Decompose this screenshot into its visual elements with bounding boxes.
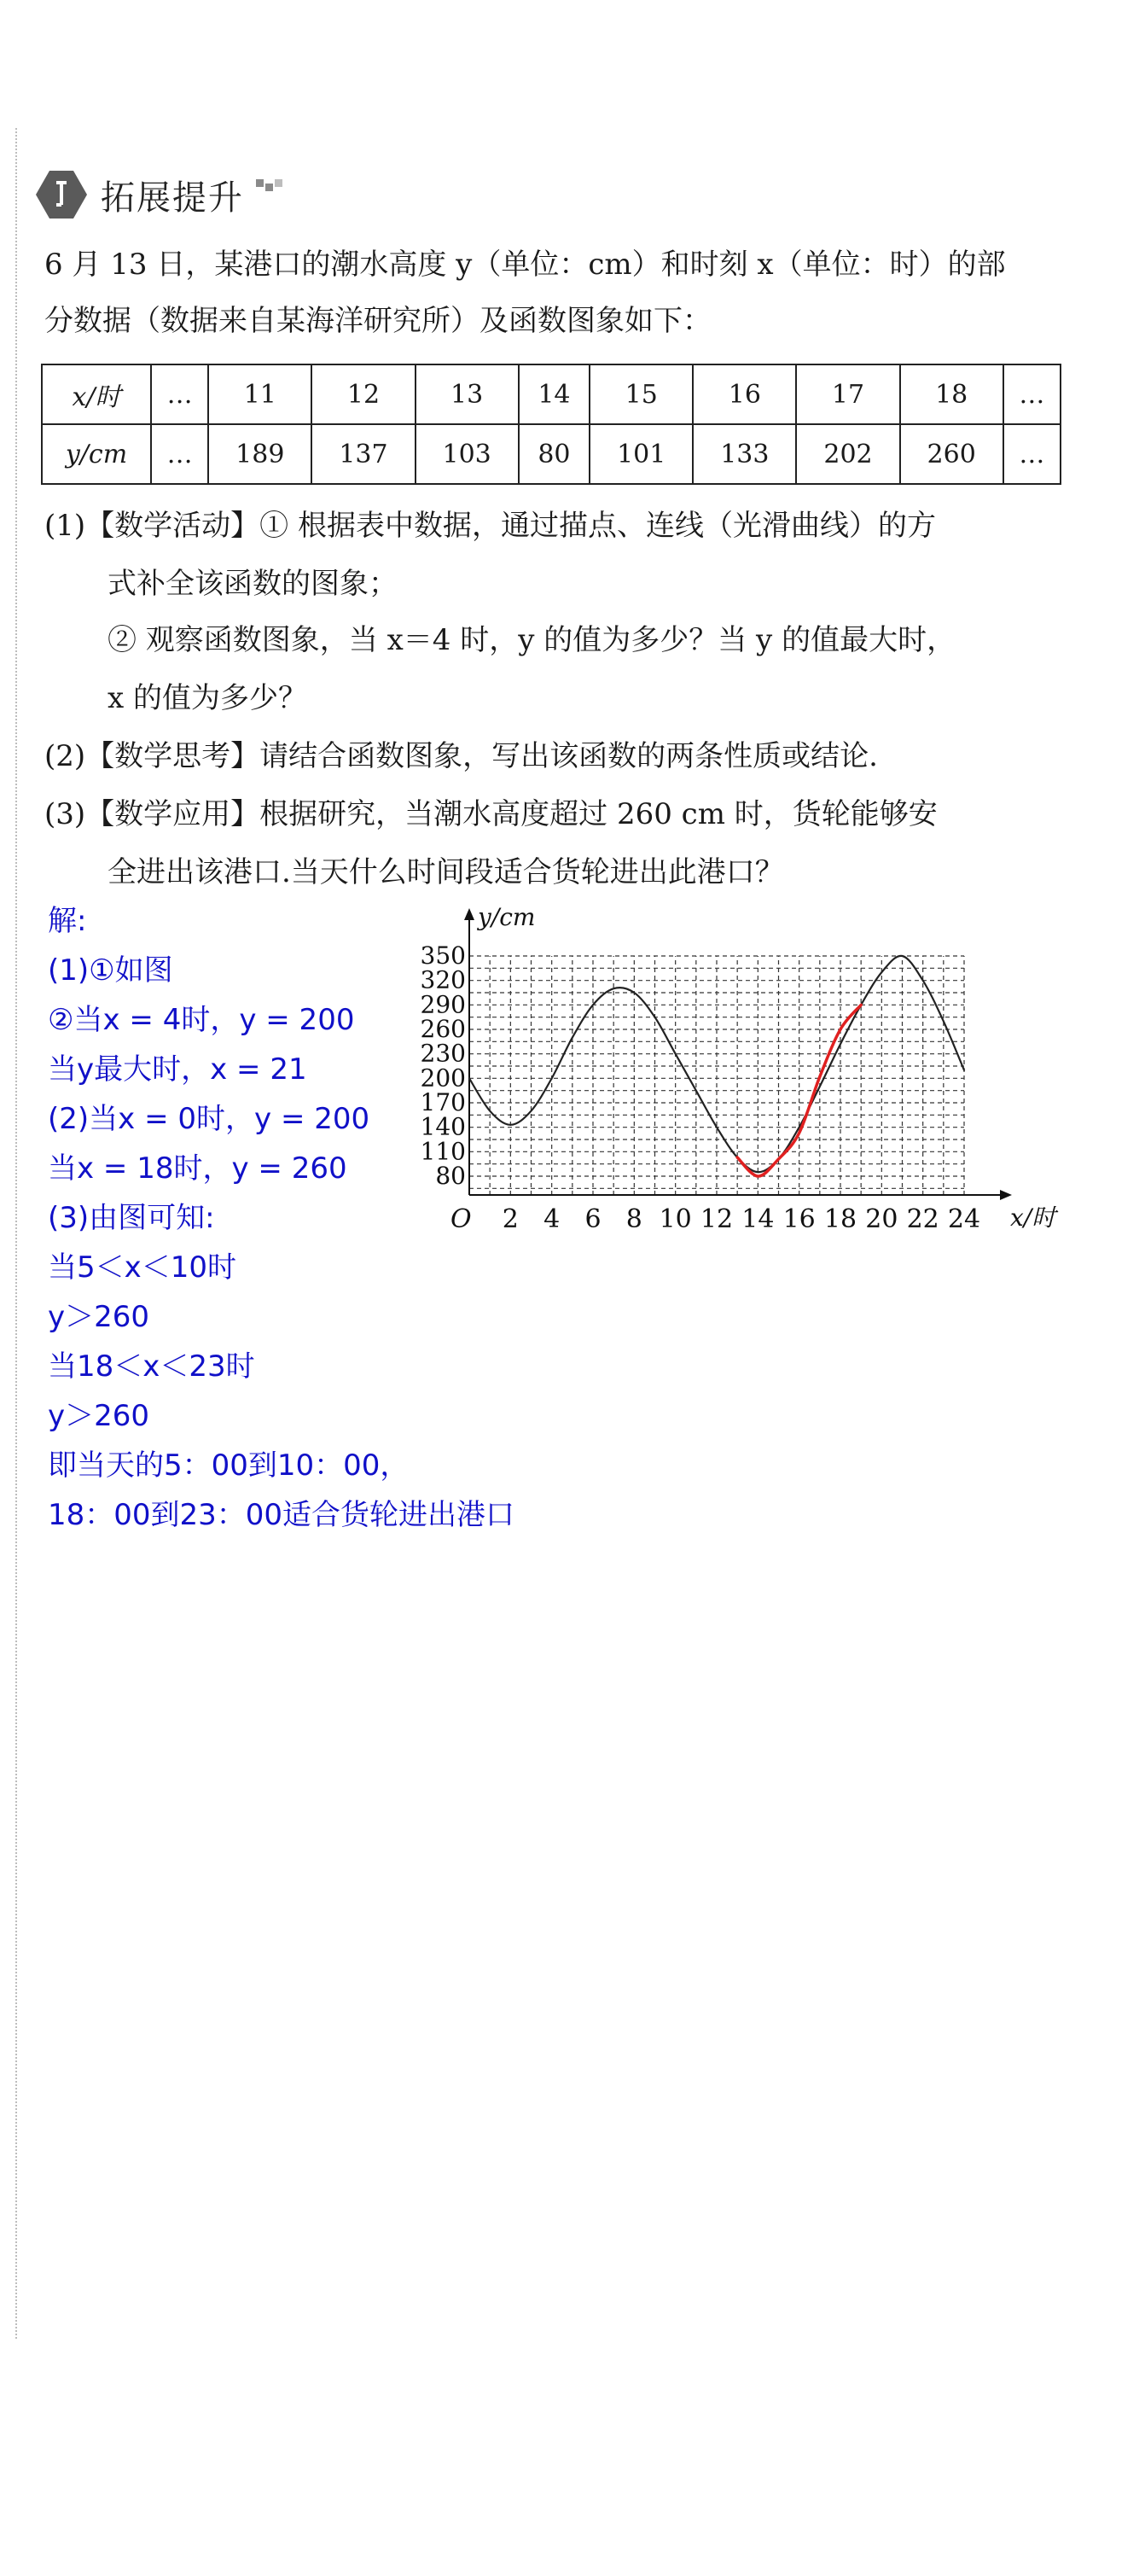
answer-line: 当18＜x＜23时 (48, 1349, 255, 1384)
x-tick-label: 10 (659, 1204, 692, 1234)
answer-line: 当x = 18时，y = 260 (48, 1151, 347, 1186)
table-cell: 133 (693, 424, 796, 484)
x-tick-label: 20 (865, 1204, 898, 1234)
y-axis-label: y/cm (478, 903, 536, 931)
table-cell: 15 (590, 364, 693, 424)
table-row-y (42, 424, 1061, 484)
y-tick-label: 320 (420, 965, 466, 994)
question3-line2: 全进出该港口.当天什么时间段适合货轮进出此港口？ (108, 855, 784, 889)
y-tick-label: 80 (435, 1162, 466, 1190)
x-tick-label: 8 (625, 1204, 642, 1234)
question1-line1: (1)【数学活动】① 根据表中数据，通过描点、连线（光滑曲线）的方 (44, 509, 936, 543)
table-cell: 189 (208, 424, 311, 484)
table-cell: 11 (208, 364, 311, 424)
answer-line: y＞260 (48, 1300, 150, 1334)
question1-line2: 式补全该函数的图象； (108, 567, 398, 601)
y-tick-label: 200 (420, 1064, 466, 1093)
table-header-x: x/时 (42, 364, 151, 424)
answer-line: 当5＜x＜10时 (48, 1250, 237, 1285)
x-tick-label: 18 (823, 1204, 857, 1234)
x-tick-label: 16 (782, 1204, 816, 1234)
answer-line: y＞260 (48, 1399, 150, 1433)
table-cell: … (1003, 424, 1061, 484)
table-row-x (42, 364, 1061, 424)
x-tick-label: 2 (502, 1204, 519, 1234)
x-axis-arrow (1000, 1190, 1012, 1200)
margin-rule (15, 128, 19, 2339)
y-tick-label: 350 (420, 941, 466, 970)
y-axis-arrow (464, 908, 474, 920)
table-cell: … (151, 364, 208, 424)
question1-line3: ② 观察函数图象，当 x＝4 时，y 的值为多少？当 y 的值最大时， (108, 623, 956, 657)
table-cell: … (1003, 364, 1061, 424)
answer-line: (3)由图可知: (48, 1201, 215, 1235)
table-cell: 137 (311, 424, 415, 484)
problem-intro-line1: 6 月 13 日，某港口的潮水高度 y（单位：cm）和时刻 x（单位：时）的部 (44, 248, 1006, 282)
x-axis-label: x/时 (1010, 1203, 1056, 1232)
table-header-y: y/cm (42, 424, 151, 484)
y-tick-label: 170 (420, 1088, 466, 1116)
question3-line1: (3)【数学应用】根据研究，当潮水高度超过 260 cm 时，货轮能够安 (44, 797, 938, 831)
x-tick-label: 12 (700, 1204, 734, 1234)
answer-line: (2)当x = 0时，y = 200 (48, 1102, 370, 1136)
answer-line: 当y最大时，x = 21 (48, 1052, 307, 1087)
x-tick-label: 6 (584, 1204, 602, 1234)
question1-line4: x 的值为多少？ (108, 681, 307, 715)
section-banner (34, 167, 290, 222)
table-cell: 101 (590, 424, 693, 484)
table-cell: 260 (900, 424, 1003, 484)
answer-line: 即当天的5：00到10：00， (48, 1448, 410, 1483)
answer-line: ②当x = 4时，y = 200 (48, 1003, 355, 1037)
problem-intro-line2: 分数据（数据来自某海洋研究所）及函数图象如下： (44, 304, 712, 338)
table-cell: 16 (693, 364, 796, 424)
table-cell: 13 (416, 364, 519, 424)
y-tick-label: 110 (420, 1137, 466, 1166)
x-tick-label: 14 (741, 1204, 775, 1234)
table-cell: 14 (519, 364, 590, 424)
answer-line: (1)①如图 (48, 953, 173, 988)
table-cell: 103 (416, 424, 519, 484)
x-tick-label: 22 (906, 1204, 939, 1234)
banner-dots-decoration (256, 179, 290, 191)
table-cell: 12 (311, 364, 415, 424)
table-cell: 18 (900, 364, 1003, 424)
table-cell: 80 (519, 424, 590, 484)
y-tick-label: 290 (420, 990, 466, 1019)
answer-line: 解: (48, 904, 87, 938)
data-table (41, 364, 1061, 485)
x-tick-label: 24 (947, 1204, 981, 1234)
table-cell: … (151, 424, 208, 484)
y-tick-label: 230 (420, 1039, 466, 1068)
table-cell: 202 (796, 424, 899, 484)
x-tick-label: 4 (543, 1204, 561, 1234)
answer-line: 18：00到23：00适合货轮进出港口 (48, 1498, 515, 1532)
y-tick-label: 260 (420, 1015, 466, 1043)
tide-height-chart (420, 903, 1075, 1263)
table-cell: 17 (796, 364, 899, 424)
y-tick-label: 140 (420, 1112, 466, 1141)
section-title: 拓展提升 (101, 178, 244, 218)
question2-line1: (2)【数学思考】请结合函数图象，写出该函数的两条性质或结论. (44, 739, 878, 773)
origin-label: O (450, 1204, 472, 1234)
section-hex-icon (34, 167, 89, 222)
